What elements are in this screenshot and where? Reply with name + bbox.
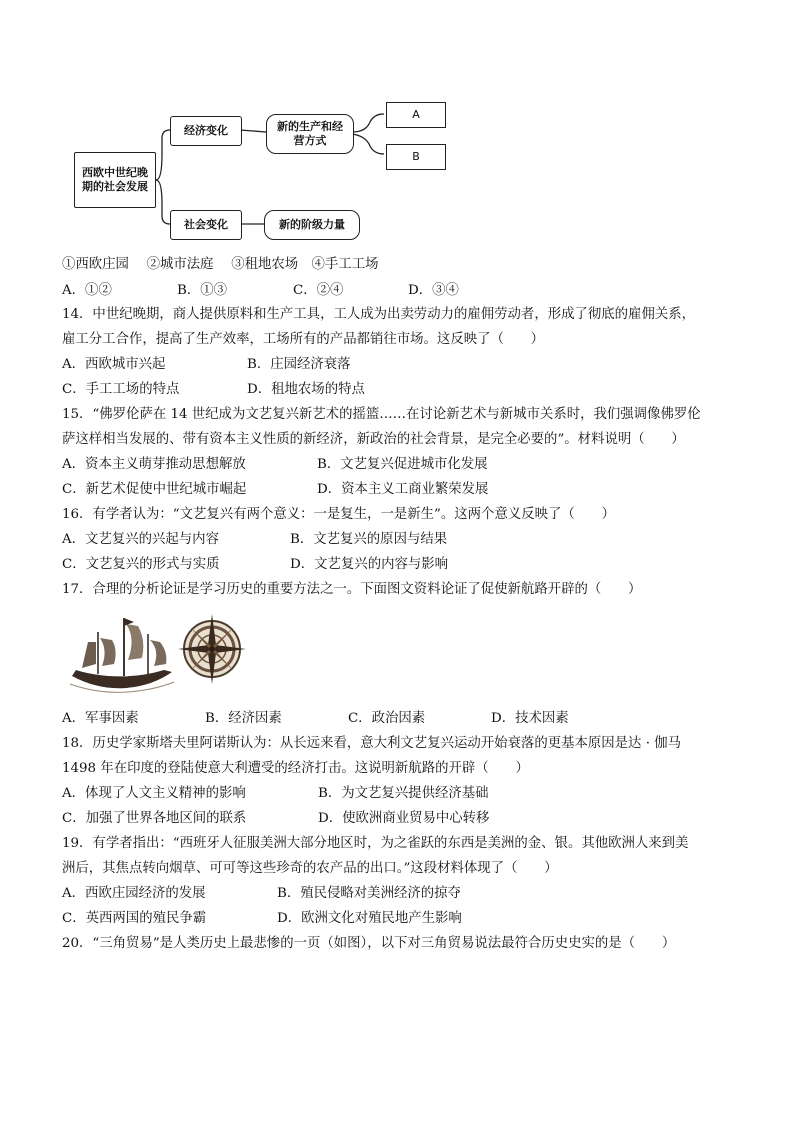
q16-option-b: B．文艺复兴的原因与结果 [290,532,448,547]
q19-option-d: D．欧洲文化对殖民地产生影响 [277,911,462,926]
q16-option-a: A．文艺复兴的兴起与内容 [62,532,219,547]
diagram-box-a [386,102,446,128]
q19-option-c: C．英西两国的殖民争霸 [62,911,207,926]
q17-stem-line1: 17．合理的分析论证是学习历史的重要方法之一。下面图文资料论证了促使新航路开辟的（ ） [62,582,642,597]
q14-option-c: C．手工工场的特点 [62,382,180,397]
q19-stem-line2: 洲后，其焦点转向烟草、可可等这些珍奇的农产品的出口。”这段材料体现了（ ） [62,861,558,876]
q16-option-d: D．文艺复兴的内容与影响 [290,557,449,572]
diagram-root-label: 西欧中世纪晚期的社会发展 [82,166,148,193]
q17-option-b: B．经济因素 [205,711,282,726]
q17-option-a: A．军事因素 [62,711,139,726]
diagram-new-class [264,210,360,240]
q17-option-d: D．技术因素 [491,711,569,726]
q15-stem-line1: 15．“佛罗伦萨在 14 世纪成为文艺复兴新艺术的摇篮……在讨论新艺术与新城市关系时，我们强调像佛罗伦 [62,407,701,422]
diagram-economic-label: 经济变化 [184,124,228,137]
q19-option-b: B．殖民侵略对美洲经济的掠夺 [277,886,461,901]
q18-option-b: B．为文艺复兴提供经济基础 [318,786,489,801]
q15-option-b: B．文艺复兴促进城市化发展 [317,457,488,472]
diagram-social-label: 社会变化 [184,218,228,231]
q18-option-c: C．加强了世界各地区间的联系 [62,811,247,826]
q14-stem-line1: 14．中世纪晚期，商人提供原料和生产工具，工人成为出卖劳动力的雇佣劳动者，形成了彻底的雇佣关系， [62,307,696,322]
diagram-new-mode-label: 新的生产和经营方式 [277,120,343,147]
q17-option-c: C．政治因素 [348,711,426,726]
q14-option-a: A．西欧城市兴起 [62,357,166,372]
q15-stem-line2: 萨这样相当发展的、带有资本主义性质的新经济，新政治的社会背景，是完全必要的”。材料说明（ ） [62,432,685,447]
q18-stem-line2: 1498 年在印度的登陆使意大利遭受的经济打击。这说明新航路的开辟（ ） [62,761,529,776]
q13-option-d: D．③④ [408,283,459,298]
q14-stem-line2: 雇工分工合作，提高了生产效率，工场所有的产品都销往市场。这反映了（ ） [62,332,545,347]
diagram-box-b-label: B [412,150,420,163]
diagram-new-class-label: 新的阶级力量 [279,218,345,231]
q14-option-d: D．租地农场的特点 [247,382,365,397]
q16-option-c: C．文艺复兴的形式与实质 [62,557,220,572]
q15-option-c: C．新艺术促使中世纪城市崛起 [62,482,247,497]
compass-rose-illustration [176,612,248,686]
q15-option-d: D．资本主义工商业繁荣发展 [317,482,489,497]
concept-diagram [60,92,460,252]
diagram-social [170,210,242,240]
q20-stem-line1: 20．“三角贸易”是人类历史上最悲惨的一页（如图），以下对三角贸易说法最符合历史史实的是（ ） [62,936,676,951]
diagram-economic [170,116,242,146]
q13-option-c: C．②④ [293,283,344,298]
diagram-root [74,152,156,208]
q19-option-a: A．西欧庄园经济的发展 [62,886,206,901]
q19-stem-line1: 19．有学者指出：“西班牙人征服美洲大部分地区时，为之雀跃的东西是美洲的金、银。其他欧洲人来到美 [62,836,689,851]
q14-option-b: B．庄园经济衰落 [247,357,351,372]
q13-option-b: B．①③ [177,283,228,298]
diagram-box-b [386,144,446,170]
q16-stem-line1: 16．有学者认为：“文艺复兴有两个意义：一是复生，一是新生”。这两个意义反映了（ ） [62,507,615,522]
sailing-ship-illustration [68,612,176,696]
q15-option-a: A．资本主义萌芽推动思想解放 [62,457,246,472]
q13-items: ①西欧庄园 ②城市法庭 ③租地农场 ④手工工场 [62,257,379,272]
q18-option-a: A．体现了人文主义精神的影响 [62,786,246,801]
q13-option-a: A．①② [62,283,112,298]
q18-option-d: D．使欧洲商业贸易中心转移 [318,811,490,826]
diagram-new-mode [266,114,354,154]
diagram-box-a-label: A [412,108,420,121]
q18-stem-line1: 18．历史学家斯塔夫里阿诺斯认为：从长远来看，意大利文艺复兴运动开始衰落的更基本原因是达 · 伽马 [62,736,681,751]
